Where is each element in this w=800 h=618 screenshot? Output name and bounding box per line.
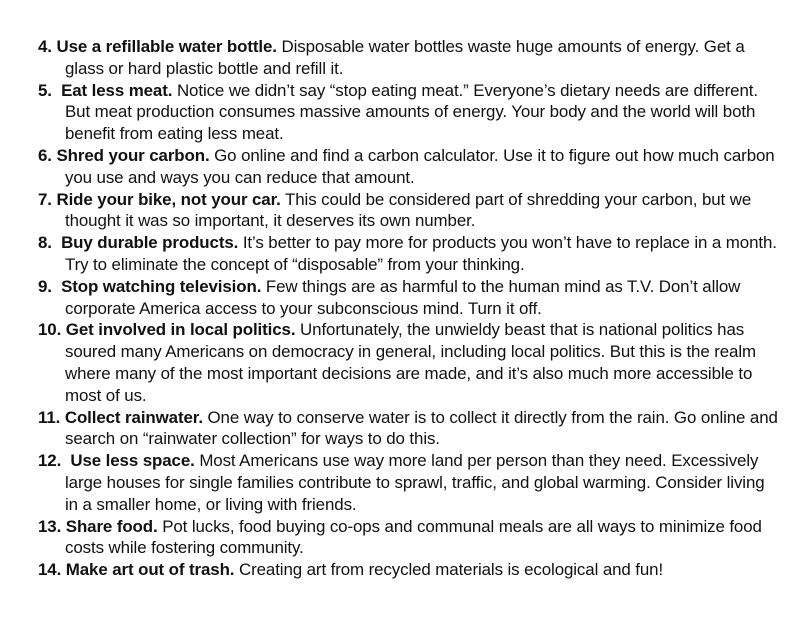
item-heading: Use a refillable water bottle. — [56, 37, 277, 56]
list-item-5 — [38, 80, 778, 145]
list-item-13 — [38, 516, 778, 560]
item-body: Disposable water bottles waste huge amounts of energy. Get a glass or hard plastic bottle and refill it. — [65, 37, 745, 78]
item-number: 9. — [38, 276, 52, 296]
list-item-14 — [38, 559, 778, 581]
item-body: Notice we didn’t say “stop eating meat.” Everyone’s dietary needs are different. But meat production consumes massive amounts of energy. Your body and the world will both benefit from eating less meat. — [65, 80, 758, 144]
item-heading: Eat less meat. — [61, 80, 173, 100]
item-number: 14. — [38, 560, 62, 580]
item-heading: Shred your carbon. — [56, 145, 210, 165]
item-heading: Collect rainwater. — [64, 407, 203, 427]
list-item-4 — [38, 36, 778, 80]
list-item-6 — [38, 145, 778, 189]
list-item-7 — [38, 189, 778, 233]
item-number: 11. — [38, 407, 61, 427]
item-heading: Ride your bike, not your car. — [56, 189, 281, 209]
tips-list — [38, 36, 778, 581]
item-body: Pot lucks, food buying co-ops and communal meals are all ways to minimize food costs while fostering community. — [65, 516, 762, 558]
item-body: This could be considered part of shredding your carbon, but we thought it was so important, it deserves its own number. — [65, 189, 752, 231]
item-heading: Make art out of trash. — [65, 560, 235, 580]
item-number: 13. — [38, 516, 62, 536]
item-body: One way to conserve water is to collect it directly from the rain. Go online and search on “rainwater collection” for ways to do this. — [65, 407, 778, 449]
item-number: 7. — [38, 189, 52, 209]
item-heading: Share food. — [65, 516, 158, 536]
item-number: 6. — [38, 145, 52, 165]
item-number: 12. — [38, 451, 62, 471]
item-body: Unfortunately, the unwieldy beast that is national politics has soured many Americans on democracy in general, including local politics. But this is the realm where many of the most important decisions are made, and it’s also much more accessible to most of us. — [65, 320, 756, 405]
list-item-8 — [38, 232, 778, 276]
item-heading: Use less space. — [70, 451, 195, 471]
item-number: 5. — [38, 80, 52, 100]
list-item-12 — [38, 450, 778, 515]
item-body: Go online and find a carbon calculator. Use it to figure out how much carbon you use and ways you can reduce that amount. — [65, 145, 775, 187]
item-body: Most Americans use way more land per person than they need. Excessively large houses for single families contribute to sprawl, traffic, and global warming. Consider living in a smaller home, or living with friends. — [65, 451, 765, 514]
item-heading: Buy durable products. — [61, 233, 239, 253]
item-heading: Stop watching television. — [61, 276, 262, 296]
item-number: 4. — [38, 37, 52, 56]
item-number: 10. — [38, 320, 62, 340]
list-item-10 — [38, 319, 778, 406]
item-number: 8. — [38, 233, 52, 253]
list-item-11 — [38, 407, 778, 451]
list-item-9 — [38, 276, 778, 320]
item-body: It’s better to pay more for products you won’t have to replace in a month. Try to eliminate the concept of “disposable” from your thinking. — [65, 233, 777, 274]
item-heading: Get involved in local politics. — [65, 320, 296, 340]
item-body: Few things are as harmful to the human mind as T.V. Don’t allow corporate America access to your subconscious mind. Turn it off. — [65, 276, 741, 318]
item-body: Creating art from recycled materials is ecological and fun! — [239, 560, 664, 580]
